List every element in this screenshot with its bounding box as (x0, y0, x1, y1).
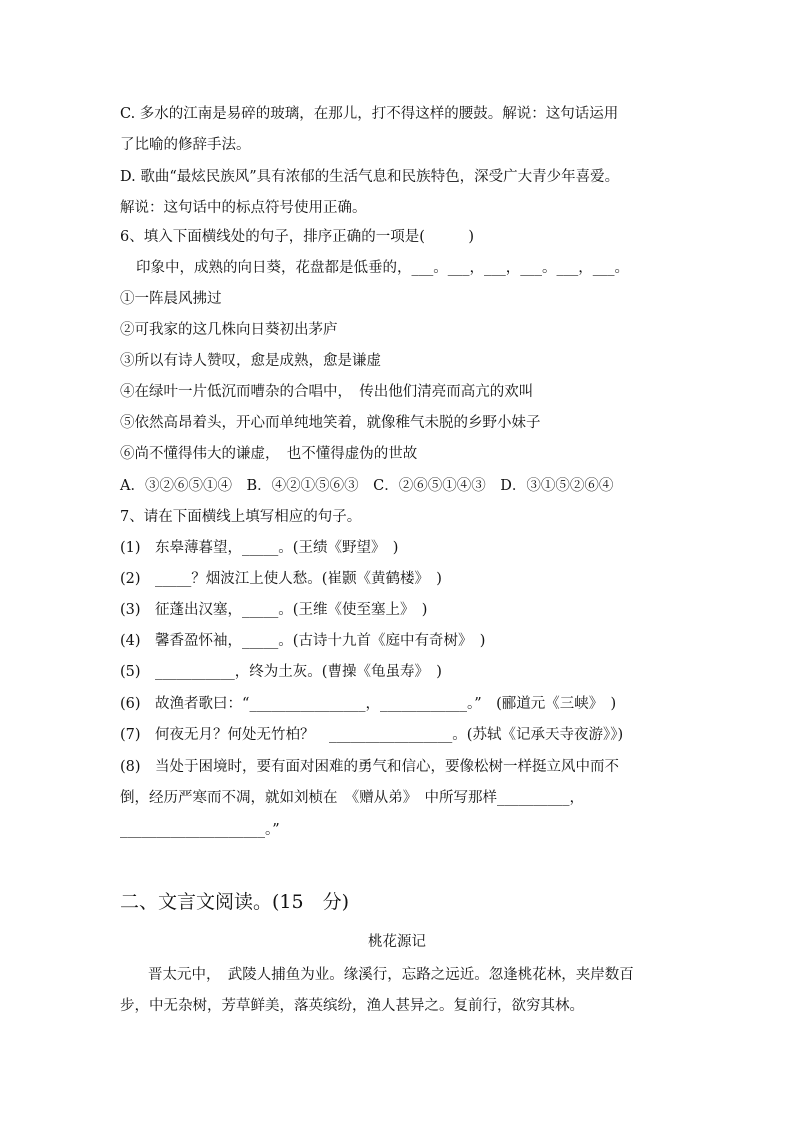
question-6-choices: A．③②⑥⑤①④ B．④②①⑤⑥③ C．②⑥⑤①④③ D．③①⑤②⑥④ (120, 478, 614, 494)
question-7-item-3: (3) 征蓬出汉塞，_____。(王维《使至塞上》 ) (120, 602, 428, 618)
passage-title: 桃花源记 (368, 934, 426, 950)
question-7-item-2: (2) _____？烟波江上使人愁。(崔颢《黄鹤楼》 ) (120, 571, 442, 587)
question-7-item-8-line-1: (8) 当处于困境时，要有面对困难的勇气和信心，要像松树一样挺立风中而不 (120, 759, 620, 775)
option-d-line-1: D. 歌曲“最炫民族风”具有浓郁的生活气息和民族特色，深受广大青少年喜爱。 (120, 169, 620, 185)
question-6-item-6: ⑥尚不懂得伟大的谦虚， 也不懂得虚伪的世故 (120, 446, 418, 462)
passage-paragraph-line-2: 步，中无杂树，芳草鲜美，落英缤纷，渔人甚异之。复前行，欲穷其林。 (120, 998, 584, 1014)
question-6-stem: 6、填入下面横线处的句子，排序正确的一项是( ) (120, 229, 475, 245)
option-d-line-2: 解说：这句话中的标点符号使用正确。 (120, 200, 367, 216)
question-7-item-8-line-2: 倒，经历严寒而不凋，就如刘桢在 《赠从弟》 中所写那样__________， (120, 790, 584, 806)
question-6-item-5: ⑤依然高昂着头，开心而单纯地笑着，就像稚气未脱的乡野小妹子 (120, 415, 541, 431)
question-7-item-5: (5) ___________，终为土灰。(曹操《龟虽寿》 ) (120, 664, 442, 680)
passage-paragraph-line-1: 晋太元中， 武陵人捕鱼为业。缘溪行，忘路之远近。忽逢桃花林，夹岸数百 (148, 967, 634, 983)
question-7-item-1: (1) 东皋薄暮望，_____。(王绩《野望》 ) (120, 540, 399, 556)
question-7-item-7: (7) 何夜无月？何处无竹柏？ _________________。(苏轼《记承天寺夜游》》) (120, 727, 624, 743)
option-c-line-2: 了比喻的修辞手法。 (120, 137, 251, 153)
question-7-item-6: (6) 故渔者歌曰：“________________，____________。” (郦道元《三峡》 ) (120, 696, 617, 712)
question-7-stem: 7、请在下面横线上填写相应的句子。 (120, 509, 362, 525)
option-c-line-1: C. 多水的江南是易碎的玻璃，在那儿，打不得这样的腰鼓。解说：这句话运用 (120, 106, 619, 122)
question-6-item-2: ②可我家的这几株向日葵初出茅庐 (120, 322, 338, 338)
question-6-passage: 印象中，成熟的向日葵，花盘都是低垂的，___。___，___，___。___，___。 (136, 260, 629, 276)
question-7-item-4: (4) 馨香盈怀袖，_____。(古诗十九首《庭中有奇树》 ) (120, 633, 486, 649)
question-6-item-4: ④在绿叶一片低沉而嘈杂的合唱中， 传出他们清亮而高亢的欢叫 (120, 384, 534, 400)
section-2-heading: 二、文言文阅读。(15 分) (120, 891, 350, 913)
question-7-item-8-line-3: ____________________。” (120, 822, 280, 838)
question-6-item-3: ③所以有诗人赞叹，愈是成熟，愈是谦虚 (120, 353, 381, 369)
question-6-item-1: ①一阵晨风拂过 (120, 291, 222, 307)
